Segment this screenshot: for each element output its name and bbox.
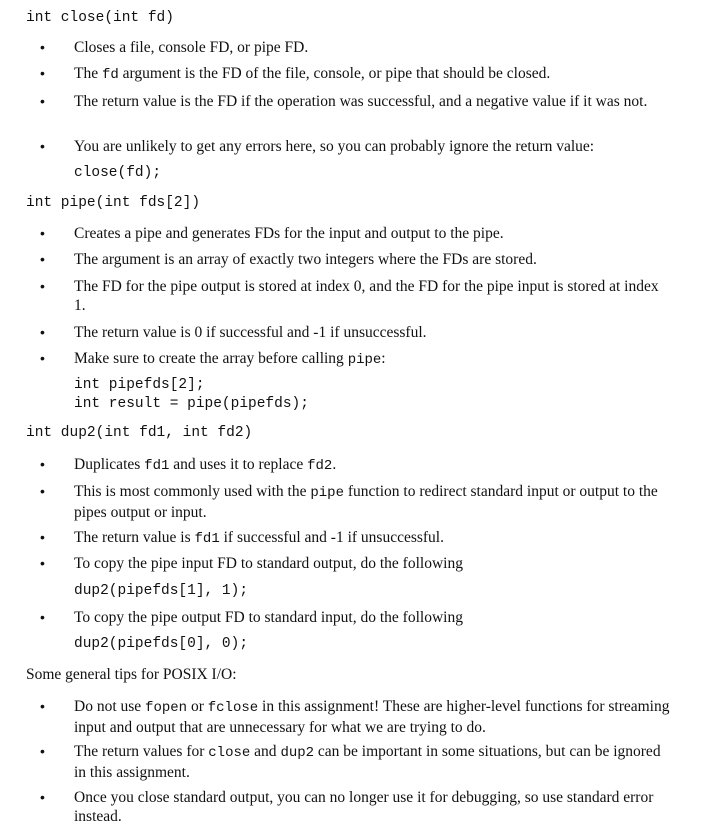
close-bullet-1: • Closes a file, console FD, or pipe FD. — [74, 38, 674, 57]
pipe-code-line-2: int result = pipe(pipefds); — [74, 396, 309, 412]
dup2-bullet-3: • The return value is fd1 if successful and -1 if unsuccessful. — [74, 528, 674, 549]
dup2-signature: int dup2(int fd1, int fd2) — [26, 425, 253, 441]
close-bullet-2: • The fd argument is the FD of the file, console, or pipe that should be closed. — [74, 64, 674, 85]
tips-bullet-3: • Once you close standard output, you can no longer use it for debugging, so use standard error instead. — [74, 788, 674, 826]
pipe-signature: int pipe(int fds[2]) — [26, 195, 201, 211]
dup2-bullet-4: • To copy the pipe input FD to standard output, do the following — [74, 554, 674, 573]
dup2-bullet-2: • This is most commonly used with the pipe function to redirect standard input or output to the pipes output or input. — [74, 482, 674, 522]
pipe-bullet-5: • Make sure to create the array before calling pipe: — [74, 349, 674, 370]
close-bullet-4: • You are unlikely to get any errors here, so you can probably ignore the return value: — [74, 137, 674, 156]
dup2-code-1: dup2(pipefds[1], 1); — [74, 583, 249, 599]
close-signature: int close(int fd) — [26, 10, 174, 26]
pipe-code-line-1: int pipefds[2]; — [74, 377, 205, 393]
pipe-bullet-3: • The FD for the pipe output is stored at index 0, and the FD for the pipe input is stored at index 1. — [74, 277, 674, 315]
pipe-bullet-1: • Creates a pipe and generates FDs for the input and output to the pipe. — [74, 224, 674, 243]
close-code: close(fd); — [74, 165, 162, 181]
tips-bullet-1: • Do not use fopen or fclose in this assignment! These are higher-level functions for streaming input and output that are unnecessary for what we are trying to do. — [74, 697, 674, 737]
pipe-bullet-4: • The return value is 0 if successful and -1 if unsuccessful. — [74, 323, 674, 342]
tips-bullet-2: • The return values for close and dup2 can be important in some situations, but can be ignored in this assignment. — [74, 742, 674, 782]
dup2-bullet-5: • To copy the pipe output FD to standard input, do the following — [74, 608, 674, 627]
pipe-bullet-2: • The argument is an array of exactly two integers where the FDs are stored. — [74, 250, 674, 269]
dup2-bullet-1: • Duplicates fd1 and uses it to replace fd2. — [74, 455, 674, 476]
tips-heading: Some general tips for POSIX I/O: — [26, 666, 237, 683]
dup2-code-2: dup2(pipefds[0], 0); — [74, 636, 249, 652]
close-bullet-3: • The return value is the FD if the operation was successful, and a negative value if it was not. — [74, 92, 674, 111]
